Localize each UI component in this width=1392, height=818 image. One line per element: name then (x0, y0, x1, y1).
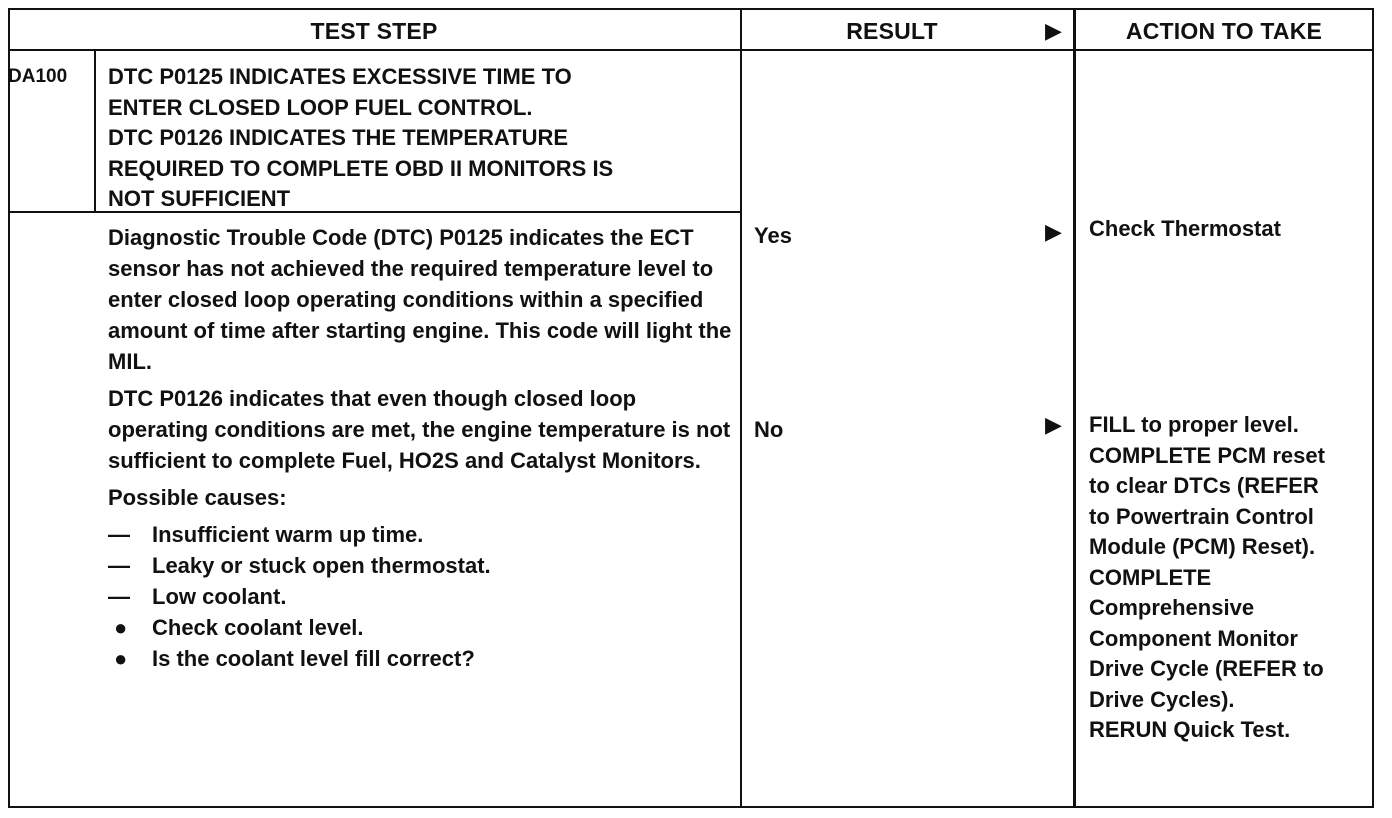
dash-mark: — (108, 584, 130, 609)
header-result: RESULT (846, 17, 938, 44)
description-paragraph: DTC P0126 indicates that even though closed loop operating conditions are met, the engine temperature is not sufficient to complete Fuel, HO2S and Catalyst Monitors. (108, 386, 731, 473)
column-divider-test-step (740, 8, 742, 808)
result-yes-arrow-icon: ▶ (1045, 219, 1062, 244)
check-item (108, 612, 738, 643)
check-item (108, 643, 738, 674)
column-divider-result (1073, 8, 1076, 808)
result-no: No (754, 417, 784, 442)
step-title-line: DTC P0125 INDICATES EXCESSIVE TIME TO (108, 64, 572, 89)
step-title (108, 62, 728, 215)
possible-causes-list (108, 519, 738, 674)
action-line: Check Thermostat (1089, 216, 1281, 241)
action-no (1089, 410, 1379, 746)
header-test-step: TEST STEP (310, 17, 438, 44)
cause-item (108, 581, 738, 612)
action-line: Module (PCM) Reset). (1089, 534, 1316, 559)
action-line: Drive Cycles). (1089, 686, 1235, 712)
result-no-arrow-icon: ▶ (1045, 412, 1062, 437)
possible-causes-label: Possible causes: (108, 485, 287, 510)
cause-item (108, 519, 738, 550)
step-title-line: NOT SUFFICIENT (108, 186, 291, 211)
action-line: Drive Cycle (REFER to (1089, 656, 1324, 681)
step-id-divider (94, 50, 96, 213)
action-line: FILL to proper level. (1089, 412, 1299, 437)
action-line: Comprehensive (1089, 595, 1255, 620)
dash-mark: — (108, 553, 130, 578)
action-line: COMPLETE PCM reset (1089, 442, 1325, 468)
check-text: Is the coolant level fill correct? (152, 646, 475, 671)
bullet-icon: ● (114, 646, 128, 671)
bullet-icon: ● (114, 615, 128, 640)
action-line: to clear DTCs (REFER (1089, 473, 1319, 498)
cause-text: Insufficient warm up time. (152, 522, 424, 547)
action-yes (1089, 214, 1379, 245)
check-text: Check coolant level. (152, 615, 364, 640)
cause-text: Low coolant. (152, 584, 287, 609)
action-line: to Powertrain Control (1089, 503, 1314, 529)
description-paragraph: Diagnostic Trouble Code (DTC) P0125 indicates the ECT sensor has not achieved the required temperature level to enter closed loop operating conditions within a specified amount of time after starting engine. This code will light the MIL. (108, 225, 732, 374)
header-action: ACTION TO TAKE (1125, 17, 1323, 44)
dash-mark: — (108, 522, 130, 547)
action-line: RERUN Quick Test. (1089, 717, 1291, 742)
action-line: Component Monitor (1089, 625, 1298, 651)
step-id: DA100 (8, 66, 68, 87)
step-title-line: REQUIRED TO COMPLETE OBD II MONITORS IS (108, 155, 614, 181)
step-title-line: ENTER CLOSED LOOP FUEL CONTROL. (108, 94, 533, 120)
step-title-line: DTC P0126 INDICATES THE TEMPERATURE (108, 125, 569, 150)
step-description (108, 222, 738, 674)
header-arrow-icon: ▶ (1045, 18, 1062, 43)
cause-item (108, 550, 738, 581)
cause-text: Leaky or stuck open thermostat. (152, 553, 491, 578)
result-yes: Yes (754, 223, 792, 248)
action-line: COMPLETE (1089, 564, 1212, 590)
